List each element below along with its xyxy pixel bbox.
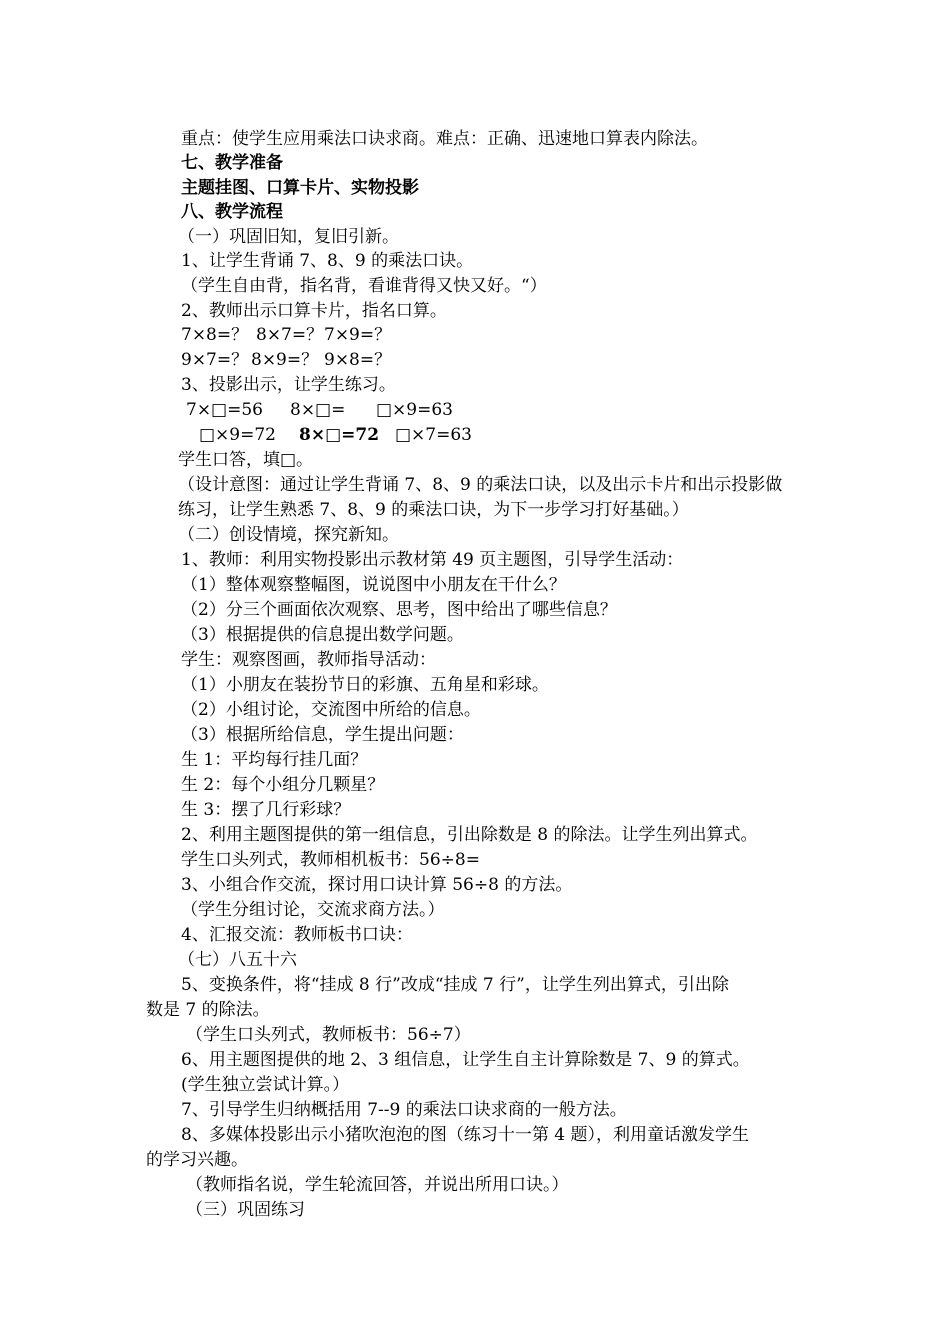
text-line: 学生口头列式，教师相机板书：56÷8=: [181, 850, 480, 870]
text-line: 生 2：每个小组分几颗星？: [181, 775, 385, 795]
formula: 9×7=？: [181, 350, 249, 370]
subsection-heading: （三）巩固练习: [186, 1200, 305, 1220]
formula: □×9=63: [376, 400, 453, 420]
text-line: 数是 7 的除法。: [146, 1000, 270, 1020]
text-line: (学生独立尝试计算。）: [181, 1075, 350, 1095]
text-line: 1、让学生背诵 7、8、9 的乘法口诀。: [181, 251, 474, 271]
text-line: 的学习兴趣。: [146, 1150, 248, 1170]
text-line: 7、引导学生归纳概括用 7--9 的乘法口诀求商的一般方法。: [181, 1100, 627, 1120]
formula: 8×7=？: [256, 325, 324, 345]
text-line: 重点：使学生应用乘法口诀求商。难点：正确、迅速地口算表内除法。: [181, 129, 708, 149]
text-line: 3、小组合作交流，探讨用口诀计算 56÷8 的方法。: [181, 875, 573, 895]
section-heading: 七、教学准备: [181, 153, 283, 173]
bold-line: 主题挂图、口算卡片、实物投影: [181, 178, 419, 198]
text-line: 学生口答，填□。: [178, 450, 314, 470]
text-line: （1）整体观察整幅图，说说图中小朋友在干什么？: [181, 575, 566, 595]
text-line: （2）小组讨论，交流图中所给的信息。: [181, 700, 481, 720]
text-line: 2、教师出示口算卡片，指名口算。: [181, 301, 447, 321]
formula: □×7=63: [395, 425, 472, 445]
formula: 7×□=56: [186, 400, 263, 420]
formula: 8×□=: [290, 400, 346, 420]
text-line: 1、教师：利用实物投影出示教材第 49 页主题图，引导学生活动：: [181, 550, 684, 570]
text-line: 8、多媒体投影出示小猪吹泡泡的图（练习十一第 4 题），利用童话激发学生: [181, 1125, 749, 1145]
text-line: （学生自由背，指名背，看谁背得又快又好。“）: [181, 276, 547, 296]
text-line: （教师指名说，学生轮流回答，并说出所用口诀。）: [186, 1175, 569, 1195]
text-line: 3、投影出示，让学生练习。: [181, 375, 396, 395]
text-line: 2、利用主题图提供的第一组信息，引出除数是 8 的除法。让学生列出算式。: [181, 825, 758, 845]
formula: 9×8=？: [324, 350, 392, 370]
section-heading: 八、教学流程: [181, 202, 283, 222]
formula: 7×9=？: [324, 325, 392, 345]
text-line: 5、变换条件，将“挂成 8 行”改成“挂成 7 行”，让学生列出算式，引出除: [181, 975, 729, 995]
text-line: （七）八五十六: [178, 950, 297, 970]
subsection-heading: （二）创设情境，探究新知。: [178, 525, 399, 545]
formula: 7×8=？: [181, 325, 249, 345]
formula: □×9=72: [199, 425, 276, 445]
text-line: 练习，让学生熟悉 7、8、9 的乘法口诀，为下一步学习打好基础。）: [178, 500, 689, 520]
text-line: 6、用主题图提供的地 2、3 组信息，让学生自主计算除数是 7、9 的算式。: [181, 1050, 750, 1070]
text-line: 生 3：摆了几行彩球？: [181, 800, 351, 820]
text-line: 学生：观察图画，教师指导活动：: [181, 650, 436, 670]
subsection-heading: （一）巩固旧知，复旧引新。: [178, 227, 399, 247]
text-line: （3）根据提供的信息提出数学问题。: [181, 625, 464, 645]
formula: 8×9=？: [251, 350, 319, 370]
formula: 8×□=72: [299, 425, 380, 445]
text-line: （3）根据所给信息，学生提出问题：: [181, 725, 464, 745]
text-line: （设计意图：通过让学生背诵 7、8、9 的乘法口诀，以及出示卡片和出示投影做: [178, 475, 783, 495]
text-line: 生 1：平均每行挂几面？: [181, 750, 368, 770]
text-line: （学生分组讨论，交流求商方法。）: [181, 900, 445, 920]
text-line: （2）分三个画面依次观察、思考，图中给出了哪些信息？: [181, 600, 617, 620]
text-line: （1）小朋友在装扮节日的彩旗、五角星和彩球。: [181, 675, 549, 695]
text-line: （学生口头列式，教师板书：56÷7）: [186, 1025, 471, 1045]
text-line: 4、汇报交流：教师板书口诀：: [181, 925, 413, 945]
